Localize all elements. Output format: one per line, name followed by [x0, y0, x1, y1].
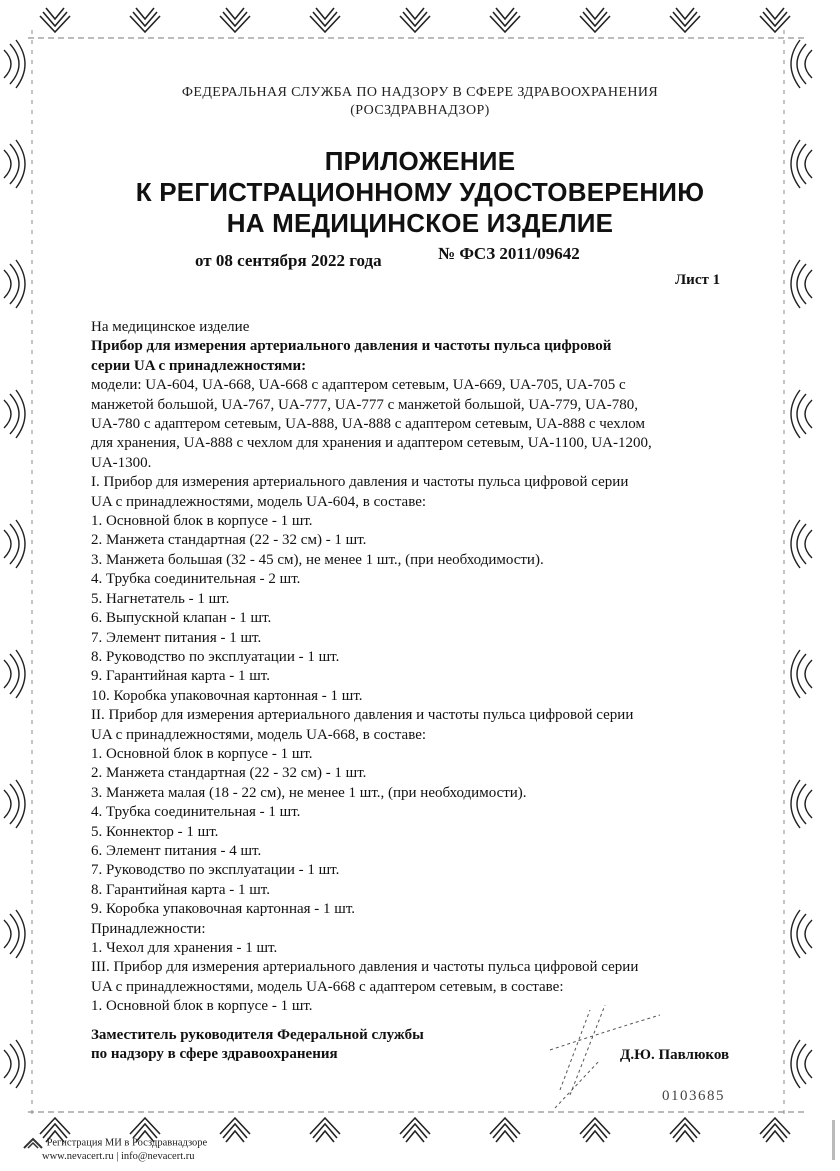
- body-line: UA с принадлежностями, модель UA-604, в составе:: [91, 493, 427, 510]
- signer-position-line-1: Заместитель руководителя Федеральной службы: [91, 1027, 424, 1043]
- watermark-line-1: Регистрация МИ в Росздравнадзоре: [46, 1137, 208, 1149]
- body-line: 10. Коробка упаковочная картонная - 1 шт.: [91, 687, 363, 704]
- body-line: 5. Коннектор - 1 шт.: [91, 823, 219, 840]
- body-line: 3. Манжета большая (32 - 45 см), не менее 1 шт., (при необходимости).: [91, 551, 544, 568]
- body-line: 9. Гарантийная карта - 1 шт.: [91, 668, 270, 685]
- body-line: 6. Выпускной клапан - 1 шт.: [91, 610, 272, 627]
- scan-edge-mark: [832, 1120, 835, 1160]
- body-line: 3. Манжета малая (18 - 22 см), не менее 1 шт., (при необходимости).: [91, 784, 527, 801]
- body-line: III. Прибор для измерения артериального давления и частоты пульса цифровой серии: [91, 959, 639, 976]
- body-line: UA с принадлежностями, модель UA-668 с адаптером сетевым, в составе:: [91, 978, 564, 995]
- sheet-number: Лист 1: [675, 272, 721, 288]
- ornament-border-top: [18, 4, 818, 44]
- body-line: 8. Руководство по эксплуатации - 1 шт.: [91, 648, 340, 665]
- document-title-line-1: ПРИЛОЖЕНИЕ: [324, 146, 516, 176]
- registration-number: № ФСЗ 2011/09642: [438, 244, 580, 263]
- signer-position: [91, 1026, 424, 1065]
- body-line: серии UA с принадлежностями:: [91, 357, 307, 374]
- body-line: 1. Основной блок в корпусе - 1 шт.: [91, 998, 313, 1015]
- body-line: для хранения, UA-888 с чехлом для хранения и адаптером сетевым, UA-1100, UA-1200,: [91, 435, 652, 452]
- body-line: 6. Элемент питания - 4 шт.: [91, 842, 262, 859]
- form-serial-number: 0103685: [662, 1088, 725, 1104]
- body-line: Принадлежности:: [91, 920, 206, 937]
- body-line: 2. Манжета стандартная (22 - 32 см) - 1 шт.: [91, 765, 367, 782]
- body-line: 7. Руководство по эксплуатации - 1 шт.: [91, 862, 340, 879]
- body-line: 1. Основной блок в корпусе - 1 шт.: [91, 513, 313, 530]
- body-line: 8. Гарантийная карта - 1 шт.: [91, 881, 270, 898]
- body-line: 4. Трубка соединительная - 2 шт.: [91, 571, 301, 588]
- document-title-line-2: К РЕГИСТРАЦИОННОМУ УДОСТОВЕРЕНИЮ: [135, 177, 705, 207]
- body-line: Прибор для измерения артериального давления и частоты пульса цифровой: [91, 338, 612, 355]
- document-body: [91, 318, 761, 1017]
- body-line: I. Прибор для измерения артериального давления и частоты пульса цифровой серии: [91, 474, 629, 491]
- body-line: UA-780 с адаптером сетевым, UA-888, UA-888 с адаптером сетевым, UA-888 с чехлом: [91, 416, 645, 433]
- nevacert-logo-icon: [22, 1136, 44, 1150]
- body-line: UA с принадлежностями, модель UA-668, в составе:: [91, 726, 427, 743]
- body-line: UA-1300.: [91, 454, 152, 471]
- signer-position-line-2: по надзору в сфере здравоохранения: [91, 1046, 338, 1063]
- document-title-line-3: НА МЕДИЦИНСКОЕ ИЗДЕЛИЕ: [226, 208, 614, 238]
- body-line: манжетой большой, UA-767, UA-777, UA-777 с манжетой большой, UA-779, UA-780,: [91, 396, 638, 413]
- body-line: 5. Нагнетатель - 1 шт.: [91, 590, 230, 607]
- body-line: 2. Манжета стандартная (22 - 32 см) - 1 шт.: [91, 532, 367, 549]
- body-line: 1. Основной блок в корпусе - 1 шт.: [91, 745, 313, 762]
- body-line: модели: UA-604, UA-668, UA-668 с адаптером сетевым, UA-669, UA-705, UA-705 с: [91, 377, 626, 394]
- body-line: 4. Трубка соединительная - 1 шт.: [91, 804, 301, 821]
- signer-name: Д.Ю. Павлюков: [620, 1047, 730, 1063]
- agency-abbreviation: (РОСЗДРАВНАДЗОР): [350, 103, 490, 118]
- body-line: 9. Коробка упаковочная картонная - 1 шт.: [91, 901, 356, 918]
- body-line: 1. Чехол для хранения - 1 шт.: [91, 940, 278, 956]
- body-line: На медицинское изделие: [91, 319, 250, 335]
- watermark-footer: [22, 1136, 207, 1163]
- agency-name: ФЕДЕРАЛЬНАЯ СЛУЖБА ПО НАДЗОРУ В СФЕРЕ ЗДРАВООХРАНЕНИЯ: [181, 85, 659, 100]
- body-line: 7. Элемент питания - 1 шт.: [91, 629, 262, 646]
- issue-date: от 08 сентября 2022 года: [195, 251, 382, 270]
- watermark-contacts: www.nevacert.ru | info@nevacert.ru: [42, 1151, 195, 1162]
- body-line: II. Прибор для измерения артериального давления и частоты пульса цифровой серии: [91, 707, 634, 724]
